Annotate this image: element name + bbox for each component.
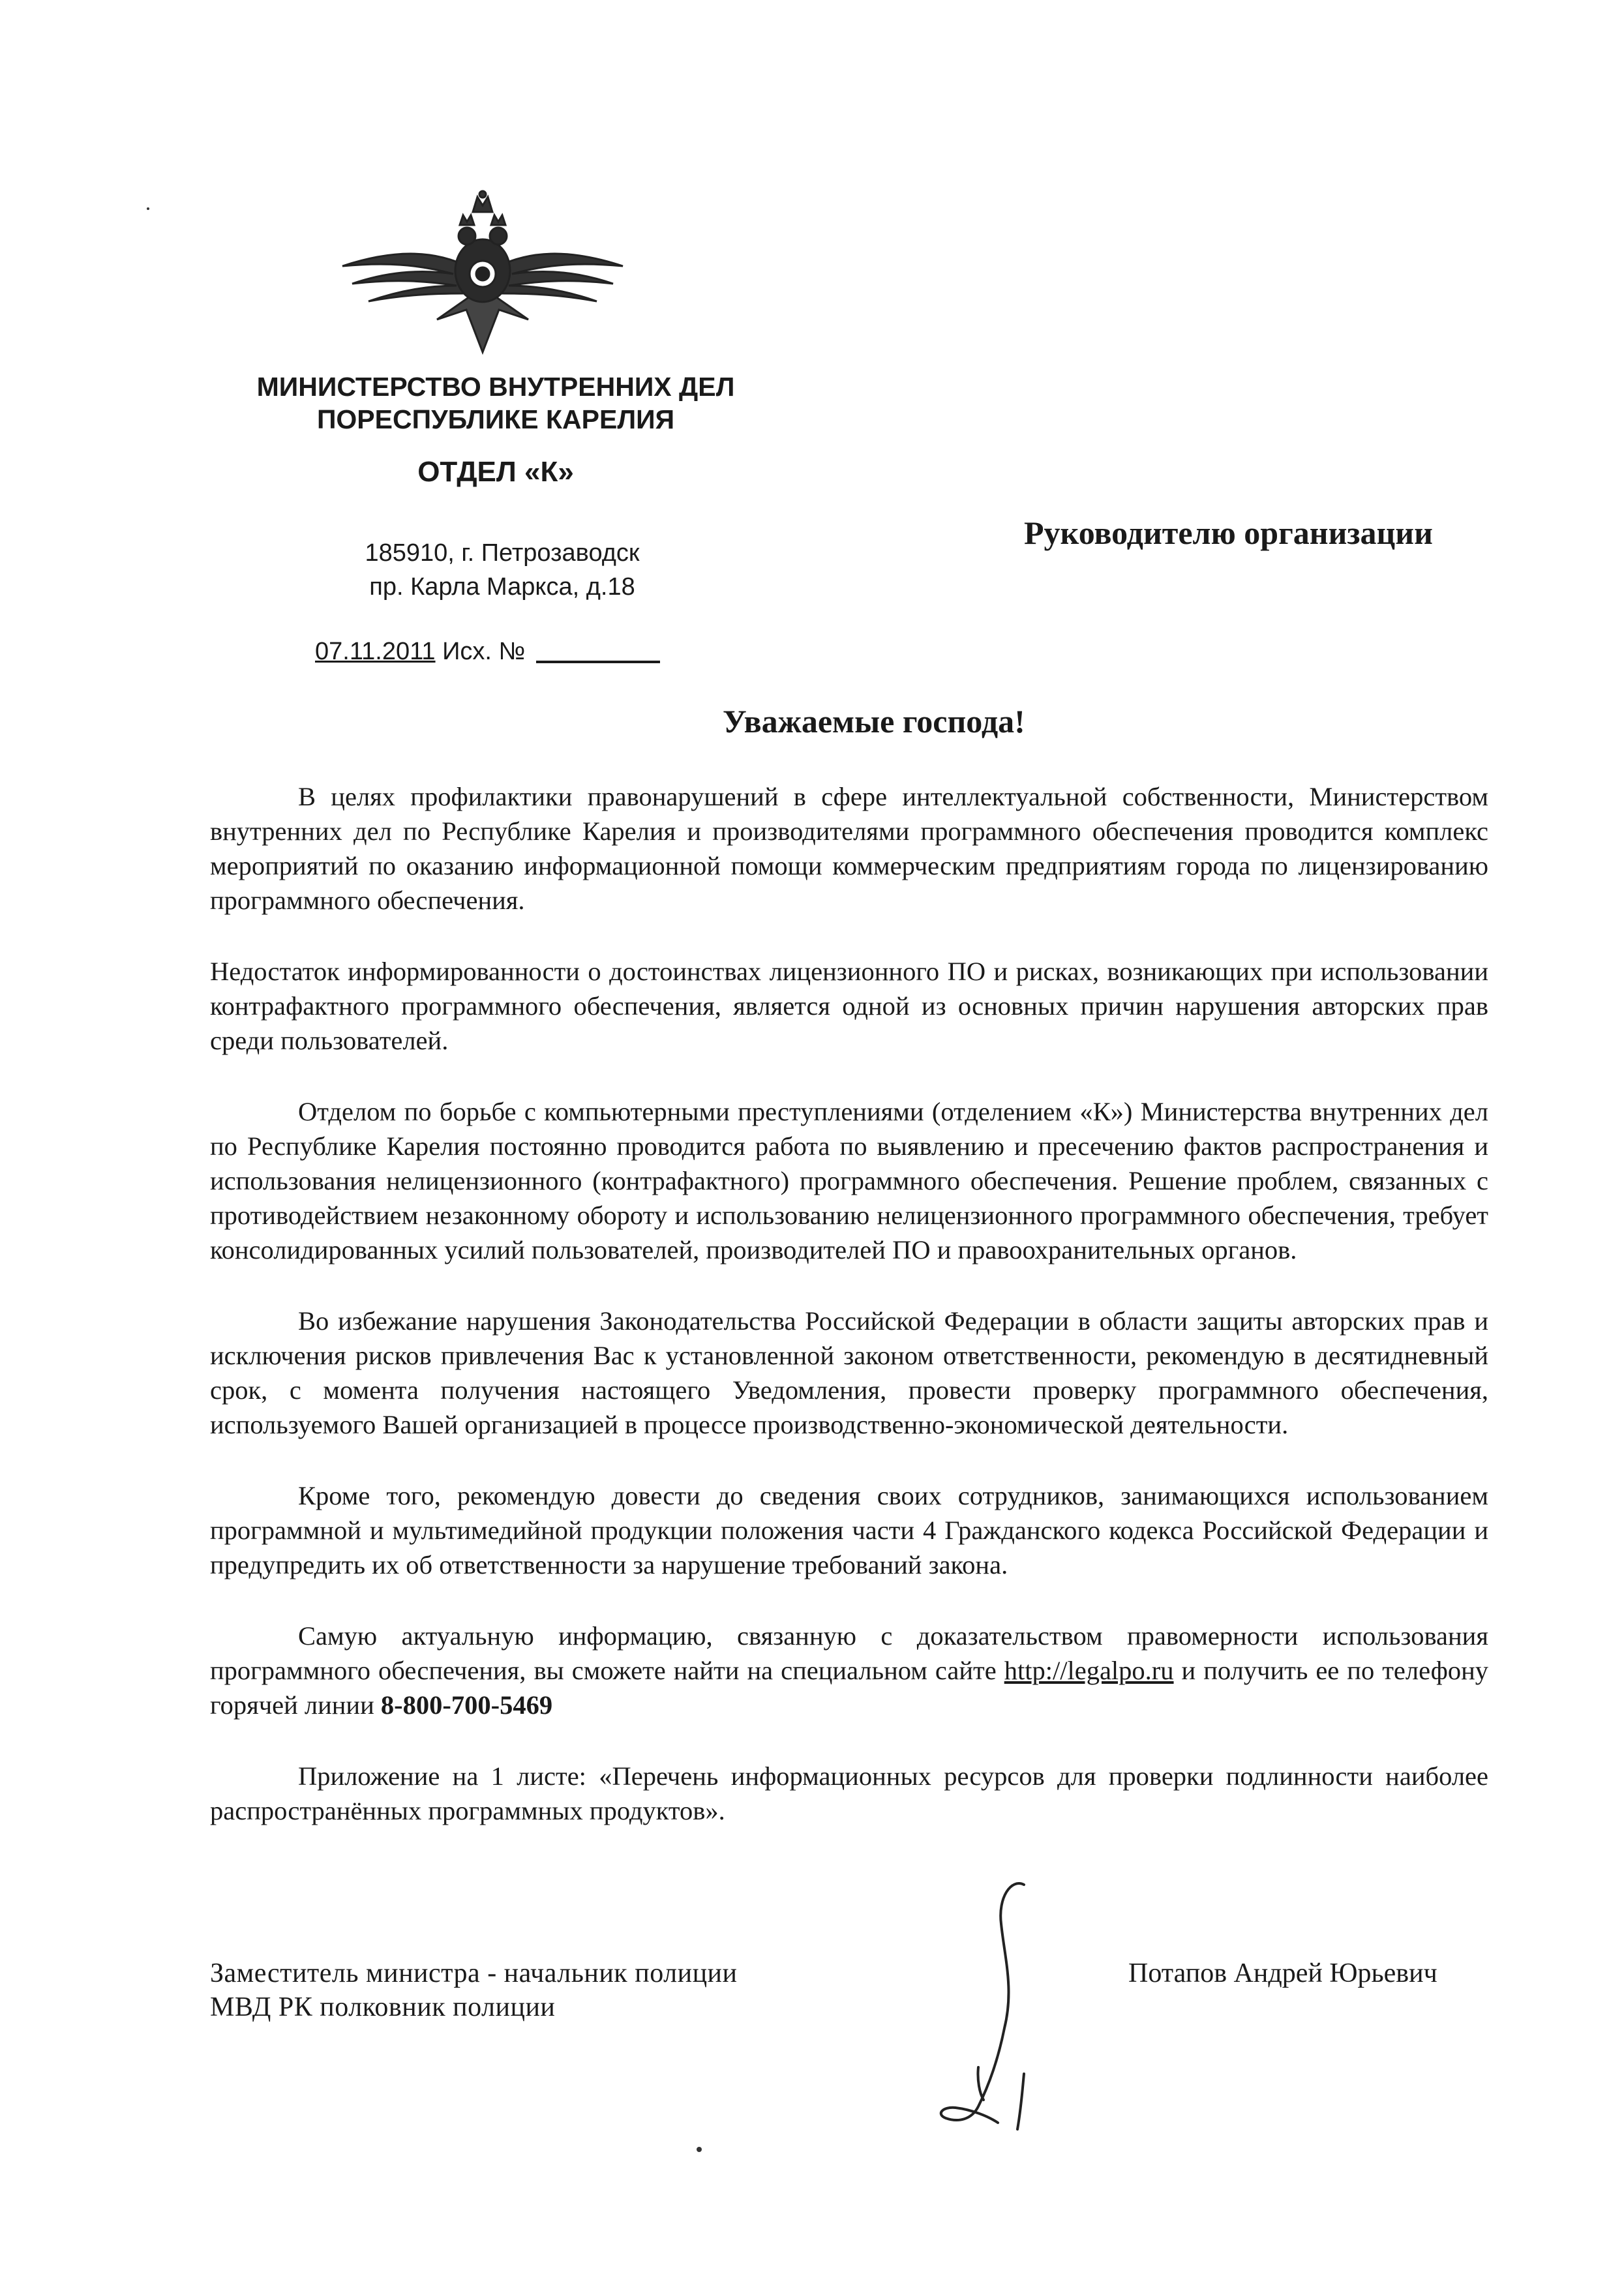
salutation: Уважаемые господа!	[723, 703, 1025, 740]
p6-text-after-link: и получить ее по телефону горячей линии	[210, 1656, 1488, 1720]
department-name: ОТДЕЛ «К»	[417, 456, 574, 488]
ministry-name	[241, 370, 750, 436]
outgoing-number-label: Исх. №	[442, 638, 526, 665]
sender-address	[293, 536, 711, 604]
legalpo-link[interactable]: http://legalpo.ru	[1004, 1656, 1174, 1685]
ministry-name-line2: ПОРЕСПУБЛИКЕ КАРЕЛИЯ	[316, 404, 675, 434]
handwritten-signature-icon	[926, 1872, 1083, 2152]
outgoing-reference	[315, 638, 660, 666]
scan-speck	[147, 207, 149, 210]
body-paragraph-5: Кроме того, рекомендую довести до сведения своих сотрудников, занимающихся использованием программной и мультимедийной продукции положения части 4 Гражданского кодекса Российской Федерации и предупредить их об ответственности за нарушение требований закона.	[210, 1481, 1488, 1579]
body-paragraph-3: Отделом по борьбе с компьютерными преступлениями (отделением «К») Министерства внутренних дел по Республике Карелия постоянно проводится работа по выявлению и пресечению фактов распространения и использования нелицензионного (контрафактного) программного обеспечения. Решение проблем, связанных с противодействием незаконному обороту и использованию нелицензионного программного обеспечения, требует консолидированных усилий пользователей, производителей ПО и правоохранительных органов.	[210, 1097, 1488, 1264]
signatory-name: Потапов Андрей Юрьевич	[1128, 1958, 1437, 1988]
signatory-title	[210, 1956, 738, 2024]
body-paragraph-2: Недостаток информированности о достоинствах лицензионного ПО и рисках, возникающих при использовании контрафактного программного обеспечения, является одной из основных причин нарушения авторских прав среди пользователей.	[210, 957, 1488, 1055]
address-line2: пр. Карла Маркса, д.18	[369, 573, 635, 601]
hotline-phone: 8-800-700-5469	[380, 1690, 553, 1720]
signatory-title-line1: Заместитель министра - начальник полиции	[210, 1958, 738, 1988]
p6-text-before-link: Самую актуальную информацию, связанную с доказательством правомерности использования программного обеспечения, вы сможете найти на специальном сайте	[210, 1621, 1488, 1685]
outgoing-number-blank	[536, 641, 660, 663]
body-paragraph-4: Во избежание нарушения Законодательства Российской Федерации в области защиты авторских прав и исключения рисков привлечения Вас к установленной законом ответственности, рекомендую в десятидневный срок, с момента получения настоящего Уведомления, провести проверку программного обеспечения, используемого Вашей организацией в процессе производственно-экономической деятельности.	[210, 1306, 1488, 1439]
scan-speck	[697, 2147, 702, 2152]
addressee: Руководителю организации	[1024, 515, 1433, 551]
letter-date: 07.11.2011	[315, 638, 436, 665]
mvd-emblem-icon	[339, 189, 626, 359]
ministry-name-line1: МИНИСТЕРСТВО ВНУТРЕННИХ ДЕЛ	[256, 372, 735, 402]
body-paragraph-1: В целях профилактики правонарушений в сфере интеллектуальной собственности, Министерством внутренних дел по Республике Карелия и производителями программного обеспечения проводится комплекс мероприятий по оказанию информационной помощи коммерческим предприятиям города по лицензированию программного обеспечения.	[210, 782, 1488, 915]
letter-body	[210, 779, 1488, 1864]
body-paragraph-7: Приложение на 1 листе: «Перечень информационных ресурсов для проверки подлинности наиболее распространённых программных продуктов».	[210, 1761, 1488, 1825]
signatory-title-line2: МВД РК полковник полиции	[210, 1992, 556, 2022]
body-paragraph-6	[210, 1619, 1488, 1722]
address-line1: 185910, г. Петрозаводск	[365, 539, 640, 567]
